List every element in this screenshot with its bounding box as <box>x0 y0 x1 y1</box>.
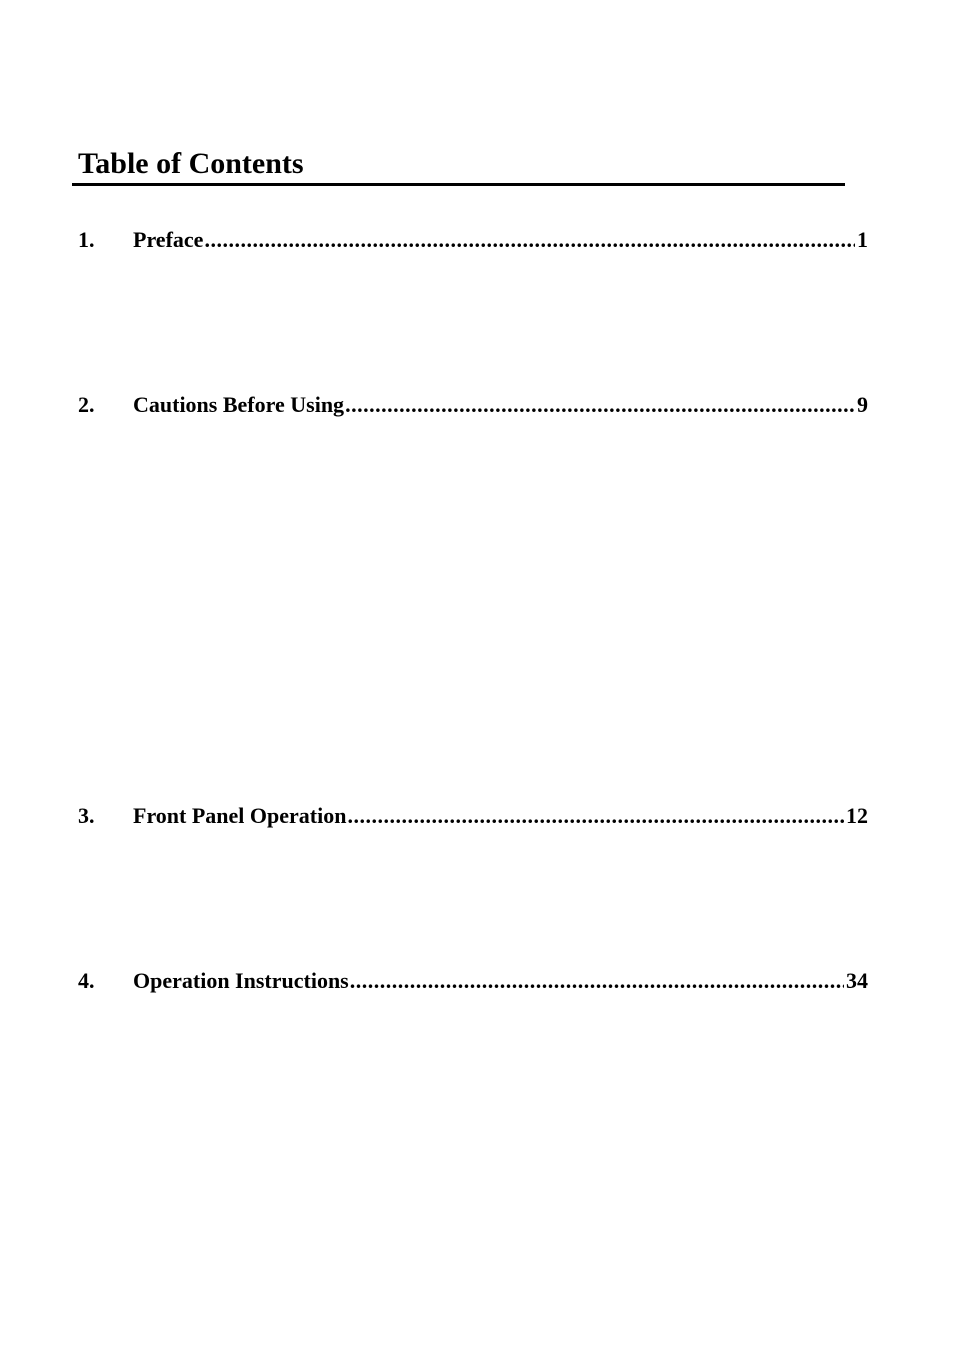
toc-entry-title: Cautions Before Using <box>133 392 345 417</box>
toc-entry-page: 1 <box>857 227 868 252</box>
toc-entry-title: Operation Instructions <box>133 968 349 993</box>
dot-leader <box>347 801 844 831</box>
toc-entry-page: 34 <box>846 968 868 993</box>
toc-entry-page: 9 <box>857 392 868 417</box>
toc-entry-operation-instructions[interactable] <box>78 966 868 996</box>
toc-entry-front-panel-operation[interactable] <box>78 801 868 831</box>
dot-leader <box>350 966 844 996</box>
toc-entry-number: 3. <box>78 803 95 828</box>
toc-entry-preface[interactable] <box>78 225 868 255</box>
toc-entry-title: Preface <box>133 227 204 252</box>
toc-entry-number: 1. <box>78 227 95 252</box>
toc-heading: Table of Contents <box>78 147 304 180</box>
toc-entry-number: 4. <box>78 968 95 993</box>
toc-entry-cautions-before-using[interactable] <box>78 390 868 420</box>
toc-entry-page: 12 <box>846 803 868 828</box>
dot-leader <box>204 225 855 255</box>
toc-entry-number: 2. <box>78 392 95 417</box>
dot-leader <box>345 390 855 420</box>
heading-underline <box>72 183 845 186</box>
toc-entry-title: Front Panel Operation <box>133 803 347 828</box>
